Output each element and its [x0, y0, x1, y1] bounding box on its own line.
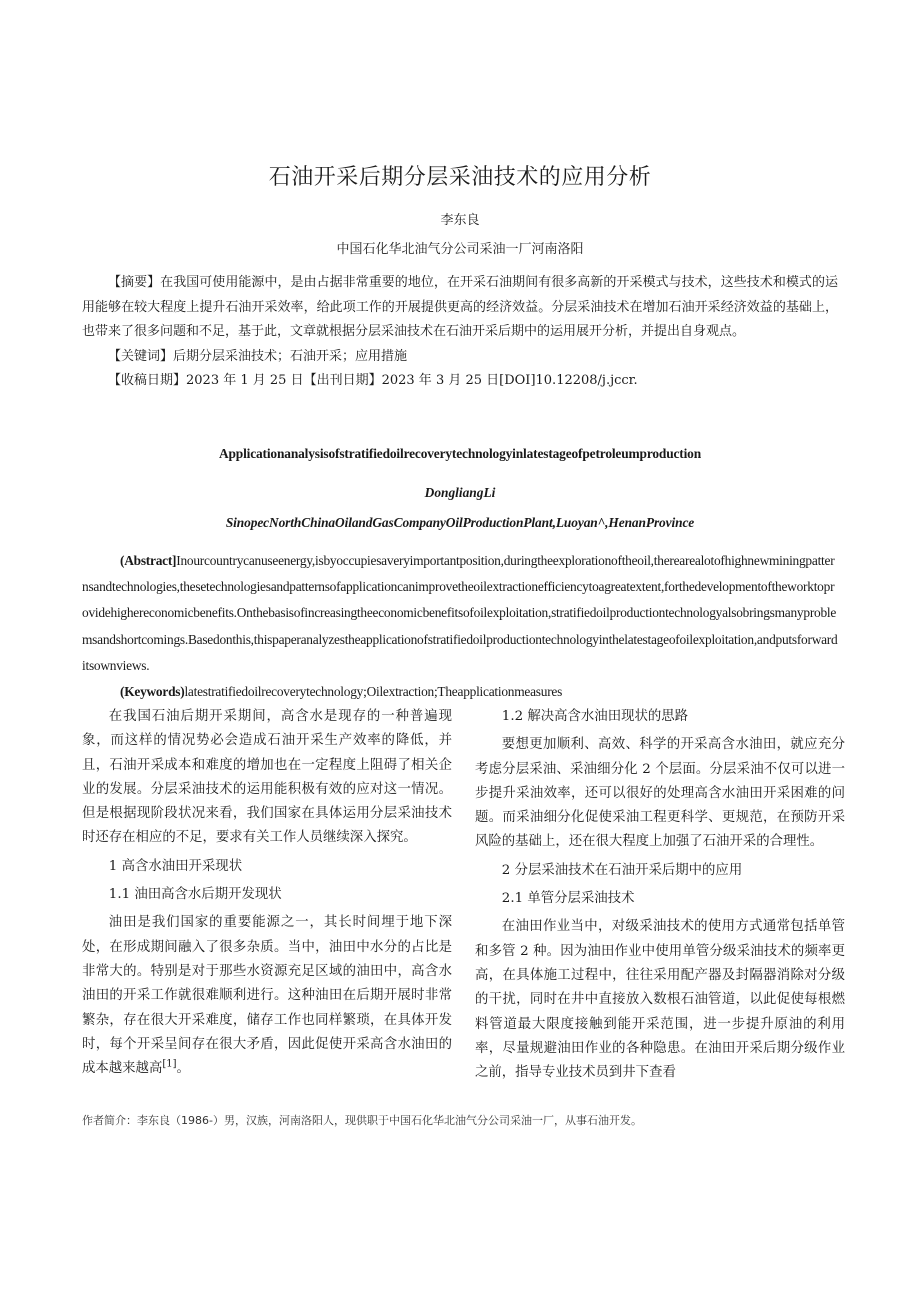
paragraph: 要想更加顺利、高效、科学的开采高含水油田，就应充分考虑分层采油、采油细分化 2 个层面。分层采油不仅可以进一步提升采油效率，还可以很好的处理高含水油田开采困难的问题。而采油细分化促使采油工程更科学、更规范，在预防开采风险的基础上，还在很大程度上加强了石油开采的合理性。: [475, 737, 845, 850]
abstract-en-label: (Abstract]: [120, 553, 177, 568]
section-heading: 1 高含水油田开采现状: [108, 858, 243, 874]
published-date: 2023 年 3 月 25 日: [381, 373, 500, 388]
paragraph: 在我国石油后期开采期间，高含水是现存的一种普遍现象，而这样的情况势必会造成石油开采生产效率的降低，并且，石油开采成本和难度的增加也在一定程度上阻碍了相关企业的发展。分层采油技术的运用能积极有效的应对这一情况。但是根据现阶段状况来看，我们国家在具体运用分层采油技术时还存在相应的不足，要求有关工作人员继续深入探究。: [82, 709, 452, 846]
abstract-cn-text: 在我国可使用能源中，是由占据非常重要的地位，在开采石油期间有很多高新的开采模式与技术，这些技术和模式的运用能够在较大程度上提升石油开采效率，给此项工作的开展提供更高的经济效益。分层采油技术在增加石油开采经济效益的基础上，也带来了很多问题和不足，基于此，文章就根据分层采油技术在石油开采后期中的运用展开分析，并提出自身观点。: [82, 275, 838, 339]
keywords-en: [82, 679, 840, 705]
keywords-en-text: latestratifiedoilrecoverytechnology;Oilextraction;Theapplicationmeasures: [184, 684, 563, 700]
keywords-cn-text: 后期分层采油技术；石油开采；应用措施: [173, 348, 408, 364]
paragraph: 在油田作业当中，对级采油技术的使用方式通常包括单管和多管 2 种。因为油田作业中使用单管分级采油技术的频率更高，在具体施工过程中，往往采用配产器及封隔器消除对分级的干扰，同时在井中直接放入数根石油管道，以此促使每根燃料管道最大限度接触到能开采范围，进一步提升原油的利用率，尽量规避油田作业的各种隐患。在油田开采后期分级作业之前，指导专业技术员到井下查看: [475, 919, 845, 1081]
received-date: 2023 年 1 月 25 日: [186, 373, 304, 388]
keywords-cn-label: 【关键词】: [108, 348, 174, 364]
abstract-cn-label: 【摘要】: [108, 275, 161, 290]
body-right-column: [475, 705, 845, 1085]
subsection-heading: 1.2 解决高含水油田现状的思路: [501, 709, 689, 724]
citation-ref: [1]: [162, 1058, 177, 1070]
abstract-en-block: [82, 548, 840, 705]
paragraph-text: 油田是我们国家的重要能源之一，其长时间埋于地下深处，在形成期间融入了很多杂质。当中，油田中水分的占比是非常大的。特别是对于那些水资源充足区域的油田中，高含水油田的开采工作就很难顺利进行。这种油田在后期开展时非常繁杂，存在很大开采难度，储存工作也同样繁琐，在具体开发时，每个开采呈间存在很大矛盾，因此促使开采高含水油田的成本越来越高: [82, 915, 452, 1077]
abstract-en-text: Inourcountrycanuseenergy,isbyoccupiesaveryimportantposition,duringtheexplorationoftheoil,therearealotofhighnewminingpatternsandtechnologies,thesetechnologiesandpatternsofapplicationcanimprovetheoilextractionefficiencytoagreatextent,forthedevelopmentoftheworktoprovidehighereconomicbenefits.Onthebasisofincreasingtheeconomicbenefitsofoilexploitation,stratifiedoilproductiontechnologyalsobringsmanyproblemsandshortcomings.Basedonthis,thispaperanalyzestheapplicationofstratifiedoilproductiontechnologyinthelatestageofoilexploitation,andputsforwarditsownviews.: [82, 553, 838, 673]
paper-title-en: Applicationanalysisofstratifiedoilrecoverytechnologyinlatestageofpetroleumproduction: [218, 446, 702, 461]
published-label: 【出刊日期】: [303, 373, 382, 388]
abstract-cn-block: [82, 271, 838, 394]
keywords-cn: [82, 345, 838, 370]
paper-title: 石油开采后期分层采油技术的应用分析: [268, 165, 652, 190]
body-left-column: [82, 705, 452, 1081]
paragraph-end: 。: [176, 1061, 190, 1077]
abstract-en: [82, 548, 840, 679]
section-heading: 2 分层采油技术在石油开采后期中的应用: [501, 862, 743, 878]
received-label: 【收稿日期】: [108, 373, 187, 388]
abstract-cn: [82, 271, 838, 345]
author-name-en: DongliangLi: [424, 485, 496, 500]
dates-line: [82, 369, 838, 394]
doi: [DOI]10.12208/j.jccr.: [499, 373, 638, 388]
author-footnote: 作者简介：李东良（1986-）男，汉族，河南洛阳人，现供职于中国石化华北油气分公司采油一厂，从事石油开发。: [82, 1114, 642, 1127]
keywords-en-label: (Keywords): [120, 684, 185, 700]
paragraph: [82, 911, 452, 1081]
affiliation-cn: 中国石化华北油气分公司采油一厂河南洛阳: [336, 242, 584, 257]
affiliation-en: SinopecNorthChinaOilandGasCompanyOilProductionPlant,Luoyan^,HenanProvince: [225, 515, 695, 530]
author-name-cn: 李东良: [440, 213, 480, 228]
subsection-heading: 1.1 油田高含水后期开发现状: [108, 887, 282, 903]
subsection-heading: 2.1 单管分层采油技术: [501, 891, 635, 907]
